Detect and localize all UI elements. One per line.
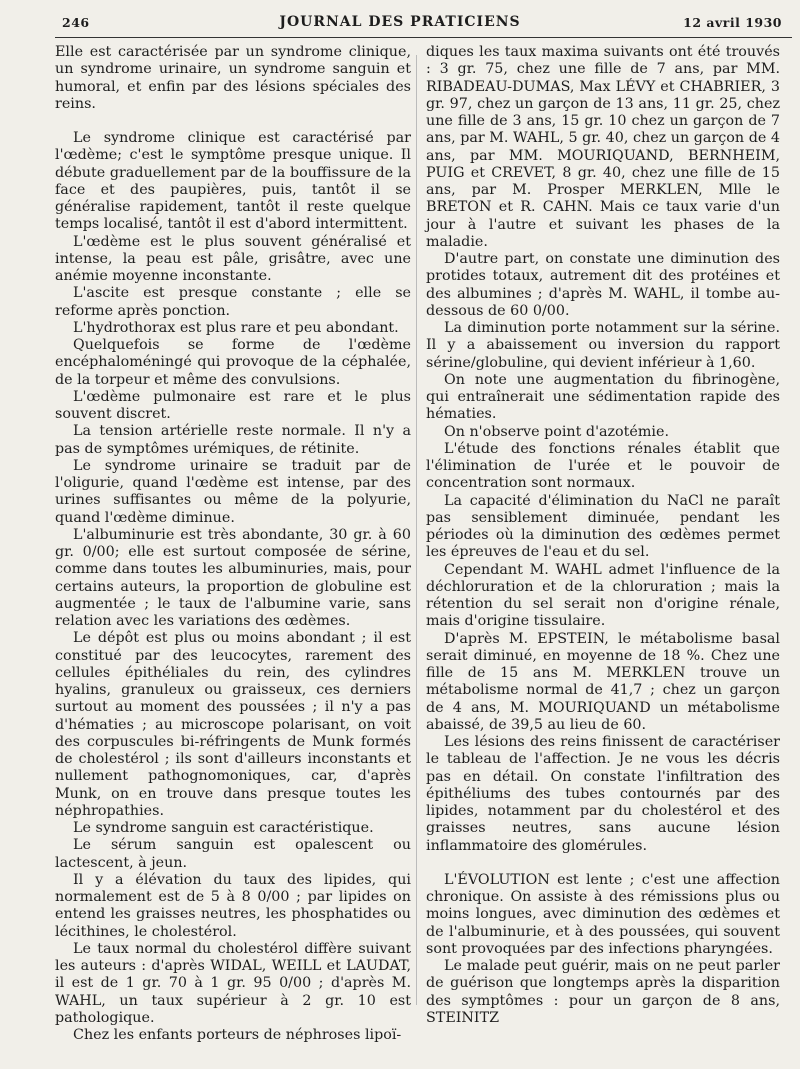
paragraph: L'œdème est le plus souvent généralisé et intense, la peau est pâle, grisâtre, avec une anémie moyenne inconstante. bbox=[55, 233, 411, 284]
right-column bbox=[426, 44, 780, 1027]
paragraph: On note une augmentation du fibrinogène, qui entraînerait une sédimentation rapide des hématies. bbox=[426, 371, 780, 423]
paragraph: Le syndrome clinique est caractérisé par l'œdème; c'est le symptôme presque unique. Il débute graduellement par de la bouffissure de la face et des paupières, puis, tantôt il se généralise rapidement, tantôt il reste quelque temps localisé, tantôt il est d'abord intermittent. bbox=[55, 130, 411, 233]
paragraph: Le malade peut guérir, mais on ne peut parler de guérison que longtemps après la disparition des symptômes : pour un garçon de 8 ans, STEINITZ bbox=[426, 958, 780, 1026]
paragraph: Le syndrome urinaire se traduit par de l'oligurie, quand l'œdème est intense, par des urines suffisantes ou même de la polyurie, quand l'œdème diminue. bbox=[55, 457, 411, 526]
paragraph: Le dépôt est plus ou moins abondant ; il est constitué par des leucocytes, rarement des cellules épithéliales du rein, des cylindres hyalins, granuleux ou graisseux, ces derniers surtout au moment des poussées ; il n'y a pas d'hématies ; au microscope polarisant, on voit des corpuscules bi-réfringents de Munk formés de cholestérol ; ils sont d'ailleurs inconstants et nullement pathognomoniques, car, d'après Munk, on en trouve dans presque toutes les néphropathies. bbox=[55, 630, 411, 819]
paragraph: On n'observe point d'azotémie. bbox=[444, 423, 670, 440]
page-header bbox=[0, 0, 800, 40]
paragraph: Chez les enfants porteurs de néphroses lipoï- bbox=[73, 1027, 402, 1043]
paragraph: D'autre part, on constate une diminution des protides totaux, autrement dit des protéines et des albumines ; d'après M. WAHL, il tombe au-dessous de 60 0/00. bbox=[426, 251, 780, 319]
paragraph: diques les taux maxima suivants ont été trouvés : 3 gr. 75, chez une fille de 7 ans, par MM. RIBADEAU-DUMAS, Max LÉVY et CHABRIER, 3 gr. 97, chez un garçon de 13 ans, 11 gr. 25, chez une fille de 3 ans, 15 gr. 10 chez un garçon de 7 ans, par M. WAHL, 5 gr. 40, chez un garçon de 4 ans, par MM. MOURIQUAND, BERNHEIM, PUIG et CREVET, 8 gr. 40, chez une fille de 15 ans, par M. Prosper MERKLEN, Mlle le BRETON et R. CAHN. Mais ce taux varie d'un jour à l'autre et suivant les phases de la maladie. bbox=[426, 44, 780, 250]
column-divider bbox=[416, 55, 417, 1005]
issue-date: 12 avril 1930 bbox=[683, 15, 782, 30]
paragraph: Le sérum sanguin est opalescent ou lactescent, à jeun. bbox=[55, 837, 411, 871]
paragraph: L'ascite est presque constante ; elle se reforme après ponction. bbox=[55, 285, 411, 319]
journal-title: JOURNAL DES PRATICIENS bbox=[279, 14, 521, 30]
paragraph: Les lésions des reins finissent de caractériser le tableau de l'affection. Je ne vous les décris pas en détail. On constate l'infiltration des épithéliums des tubes contournés par des lipides, notamment par du cholestérol et des graisses neutres, sans aucune lésion inflammatoire des glomérules. bbox=[426, 734, 780, 854]
paragraph: Il y a élévation du taux des lipides, qui normalement est de 5 à 8 0/00 ; par lipides on entend les graisses neutres, les phosphatides ou lécithines, le cholestérol. bbox=[55, 871, 411, 940]
paragraph: La tension artérielle reste normale. Il n'y a pas de symptômes urémiques, de rétinite. bbox=[55, 423, 411, 457]
paragraph: L'œdème pulmonaire est rare et le plus souvent discret. bbox=[55, 388, 411, 422]
paragraph: Quelquefois se forme de l'œdème encéphaloméningé qui provoque de la céphalée, de la torpeur et même des convulsions. bbox=[55, 337, 411, 388]
paragraph: L'hydrothorax est plus rare et peu abondant. bbox=[73, 319, 399, 336]
paragraph: La capacité d'élimination du NaCl ne paraît pas sensiblement diminuée, pendant les périodes où la diminution des œdèmes permet les épreuves de l'eau et du sel. bbox=[426, 492, 780, 561]
paragraph: Le syndrome sanguin est caractéristique. bbox=[73, 820, 374, 836]
paragraph: D'après M. EPSTEIN, le métabolisme basal serait diminué, en moyenne de 18 %. Chez une fille de 15 ans M. MERKLEN trouve un métabolisme normal de 41,7 ; chez un garçon de 4 ans, M. MOURIQUAND un métabolisme abaissé, de 39,5 au lieu de 60. bbox=[426, 630, 780, 733]
page-number: 246 bbox=[62, 15, 90, 30]
paragraph: L'albuminurie est très abondante, 30 gr. à 60 gr. 0/00; elle est surtout composée de sérine, comme dans toutes les albuminuries, mais, pour certains auteurs, la proportion de globuline est augmentée ; le taux de l'albumine varie, sans relation avec les variations des œdèmes. bbox=[55, 526, 411, 629]
paragraph: La diminution porte notamment sur la sérine. Il y a abaissement ou inversion du rapport sérine/globuline, qui devient inférieur à 1,60. bbox=[426, 320, 780, 371]
header-rule bbox=[55, 37, 792, 38]
paragraph: Elle est caractérisée par un syndrome clinique, un syndrome urinaire, un syndrome sanguin et humoral, et enfin par des lésions spéciales des reins. bbox=[55, 44, 411, 112]
left-column bbox=[55, 44, 411, 1044]
paragraph: L'étude des fonctions rénales établit que l'élimination de l'urée et le pouvoir de concentration sont normaux. bbox=[426, 440, 780, 492]
paragraph: Le taux normal du cholestérol diffère suivant les auteurs : d'après WIDAL, WEILL et LAUDAT, il est de 1 gr. 70 à 1 gr. 95 0/00 ; d'après M. WAHL, un taux supérieur à 2 gr. 10 est pathologique. bbox=[55, 940, 411, 1026]
paragraph: Cependant M. WAHL admet l'influence de la déchloruration et de la chloruration ; mais la rétention du sel serait non d'origine rénale, mais d'origine tissulaire. bbox=[426, 561, 780, 630]
paragraph: L'ÉVOLUTION est lente ; c'est une affection chronique. On assiste à des rémissions plus ou moins longues, avec diminution des œdèmes et de l'albuminurie, et à des poussées, qui souvent sont provoquées par des infections pharyngées. bbox=[426, 871, 780, 957]
